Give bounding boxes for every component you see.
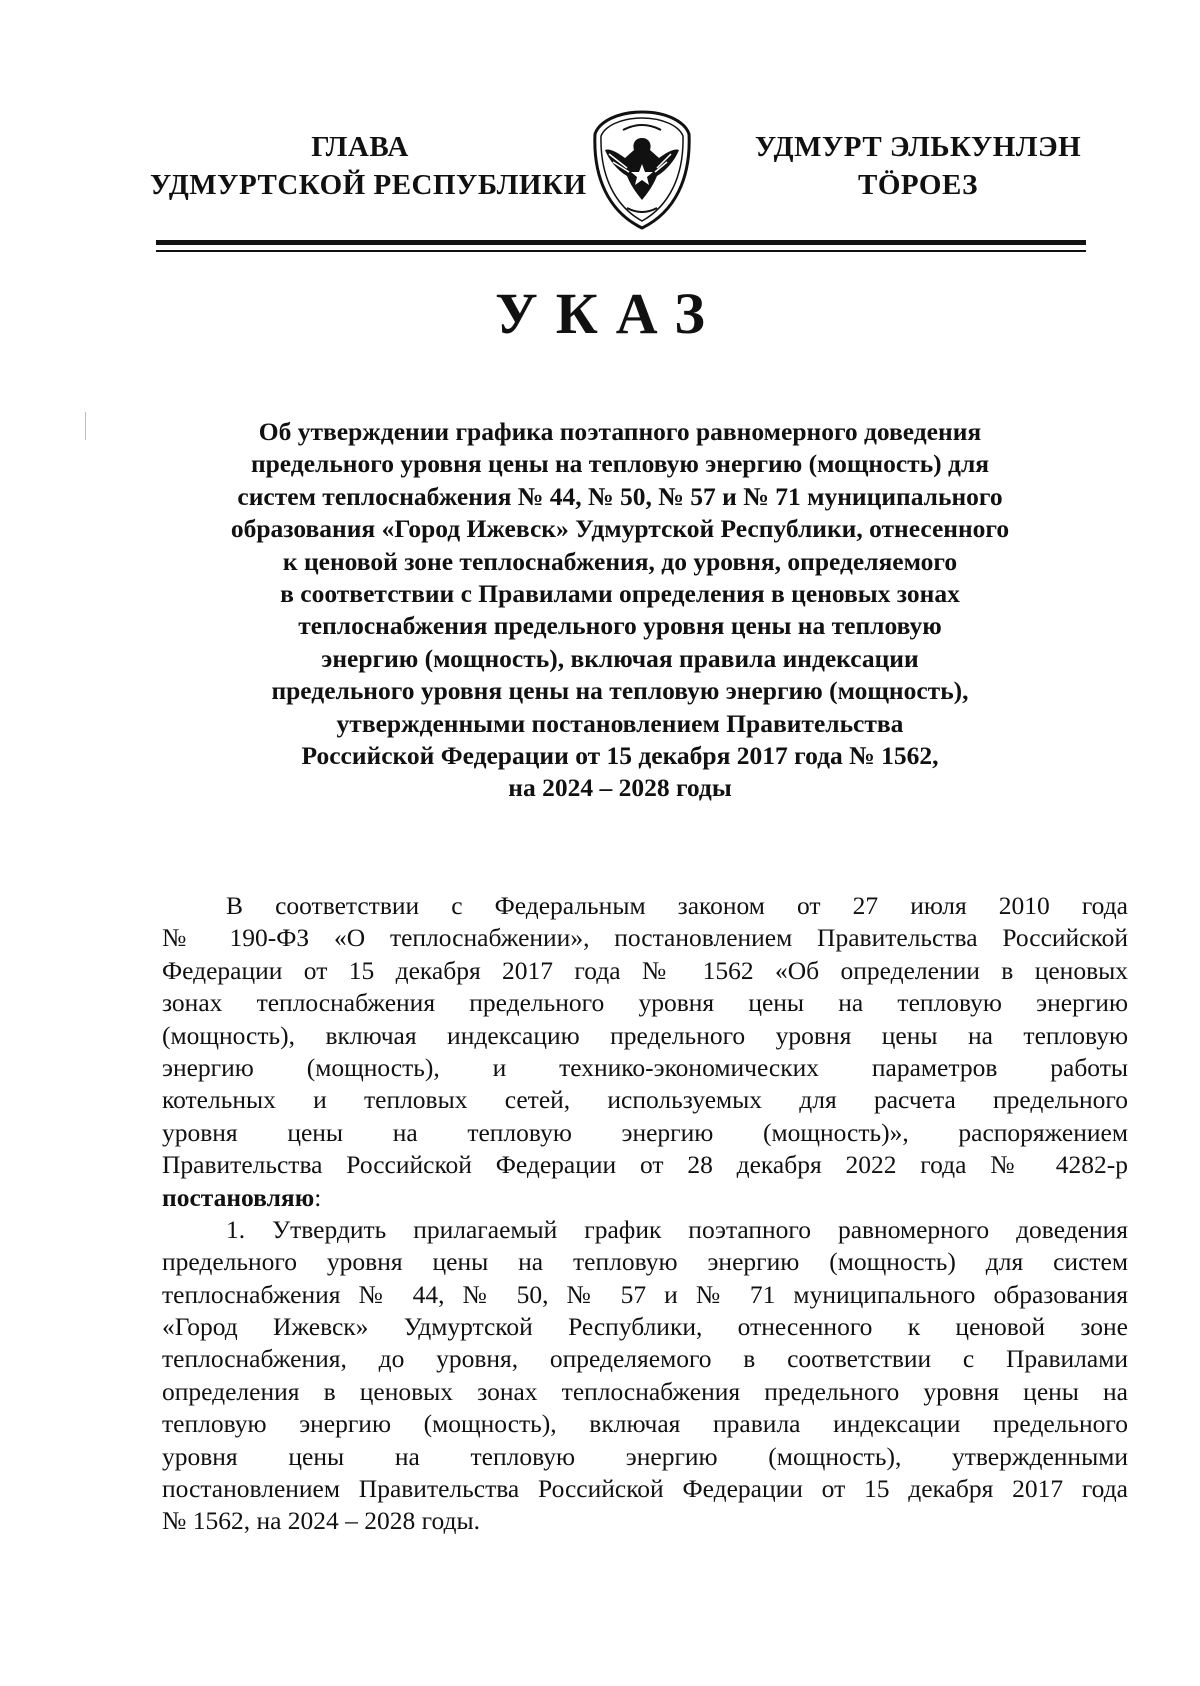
item-1-line: «Город Ижевск» Удмуртской Республики, отнесенного к ценовой зоне <box>162 1312 1128 1342</box>
item-1-line: тепловую энергию (мощность), включая правила индексации предельного <box>162 1409 1128 1439</box>
document-title <box>150 416 1090 805</box>
preamble-line: Правительства Российской Федерации от 28 декабря 2022 года № 4282-р <box>162 1150 1128 1180</box>
header-divider-thin <box>156 250 1086 252</box>
decree-word: постановляю <box>162 1182 315 1212</box>
title-line: энергию (мощность), включая правила индексации <box>321 643 919 673</box>
udmurt-coat-of-arms-icon <box>587 108 697 232</box>
title-line: предельного уровня цены на тепловую энергию (мощность), <box>271 676 969 706</box>
item-1-line: определения в ценовых зонах теплоснабжения предельного уровня цены на <box>162 1376 1128 1406</box>
issuer-line: УДМУРТ ЭЛЬКУНЛЭН <box>754 131 1082 163</box>
decree-line <box>162 1182 1128 1214</box>
title-line: теплоснабжения предельного уровня цены на тепловую <box>298 611 942 641</box>
title-line: на 2024 – 2028 годы <box>508 773 732 803</box>
issuer-line: УДМУРТСКОЙ РЕСПУБЛИКИ <box>150 169 587 201</box>
item-1-line: 1. Утвердить прилагаемый график поэтапного равномерного доведения <box>226 1214 1128 1244</box>
item-1-line: постановлением Правительства Российской Федерации от 15 декабря 2017 года <box>162 1474 1128 1504</box>
item-1-line: теплоснабжения № 44, № 50, № 57 и № 71 муниципального образования <box>162 1279 1128 1309</box>
scan-mark <box>85 412 86 440</box>
preamble-line: № 190-ФЗ «О теплоснабжении», постановлением Правительства Российской <box>162 923 1128 953</box>
title-line: Об утверждении графика поэтапного равномерного доведения <box>258 417 982 446</box>
title-line: утвержденными постановлением Правительства <box>336 708 904 738</box>
issuer-name-russian <box>150 128 587 204</box>
preamble-line: зонах теплоснабжения предельного уровня цены на тепловую энергию <box>162 988 1128 1018</box>
preamble-line: Федерации от 15 декабря 2017 года № 1562 «Об определении в ценовых <box>162 955 1128 985</box>
title-line: в соответствии с Правилами определения в ценовых зонах <box>280 579 960 609</box>
item-1-line: предельного уровня цены на тепловую энергию (мощность) для систем <box>162 1247 1128 1277</box>
document-type-heading: УКАЗ <box>495 281 723 346</box>
item-1-line: теплоснабжения, до уровня, определяемого в соответствии с Правилами <box>162 1344 1128 1374</box>
item-1-line: уровня цены на тепловую энергию (мощность), утвержденными <box>162 1441 1128 1471</box>
preamble-line: (мощность), включая индексацию предельного уровня цены на тепловую <box>162 1020 1128 1050</box>
preamble-line: энергию (мощность), и технико-экономических параметров работы <box>162 1052 1128 1082</box>
title-line: к ценовой зоне теплоснабжения, до уровня, определяемого <box>282 546 958 576</box>
issuer-line: ТӦРОЕЗ <box>857 169 978 201</box>
preamble-line: уровня цены на тепловую энергию (мощность)», распоряжением <box>162 1117 1128 1147</box>
title-line: образования «Город Ижевск» Удмуртской Республики, отнесенного <box>230 514 1010 544</box>
item-1-line: № 1562, на 2024 – 2028 годы. <box>162 1506 480 1536</box>
issuer-name-udmurt <box>748 128 1088 204</box>
decree-colon: : <box>314 1182 322 1212</box>
document-body <box>162 890 1128 1538</box>
title-line: Российской Федерации от 15 декабря 2017 года № 1562, <box>301 741 939 771</box>
issuer-line: ГЛАВА <box>311 131 409 163</box>
preamble-line: котельных и тепловых сетей, используемых для расчета предельного <box>162 1085 1128 1115</box>
title-line: предельного уровня цены на тепловую энергию (мощность) для <box>250 449 990 479</box>
header-divider-thick <box>156 240 1086 245</box>
title-line: систем теплоснабжения № 44, № 50, № 57 и № 71 муниципального <box>237 481 1003 511</box>
preamble-line: В соответствии с Федеральным законом от 27 июля 2010 года <box>226 891 1128 920</box>
